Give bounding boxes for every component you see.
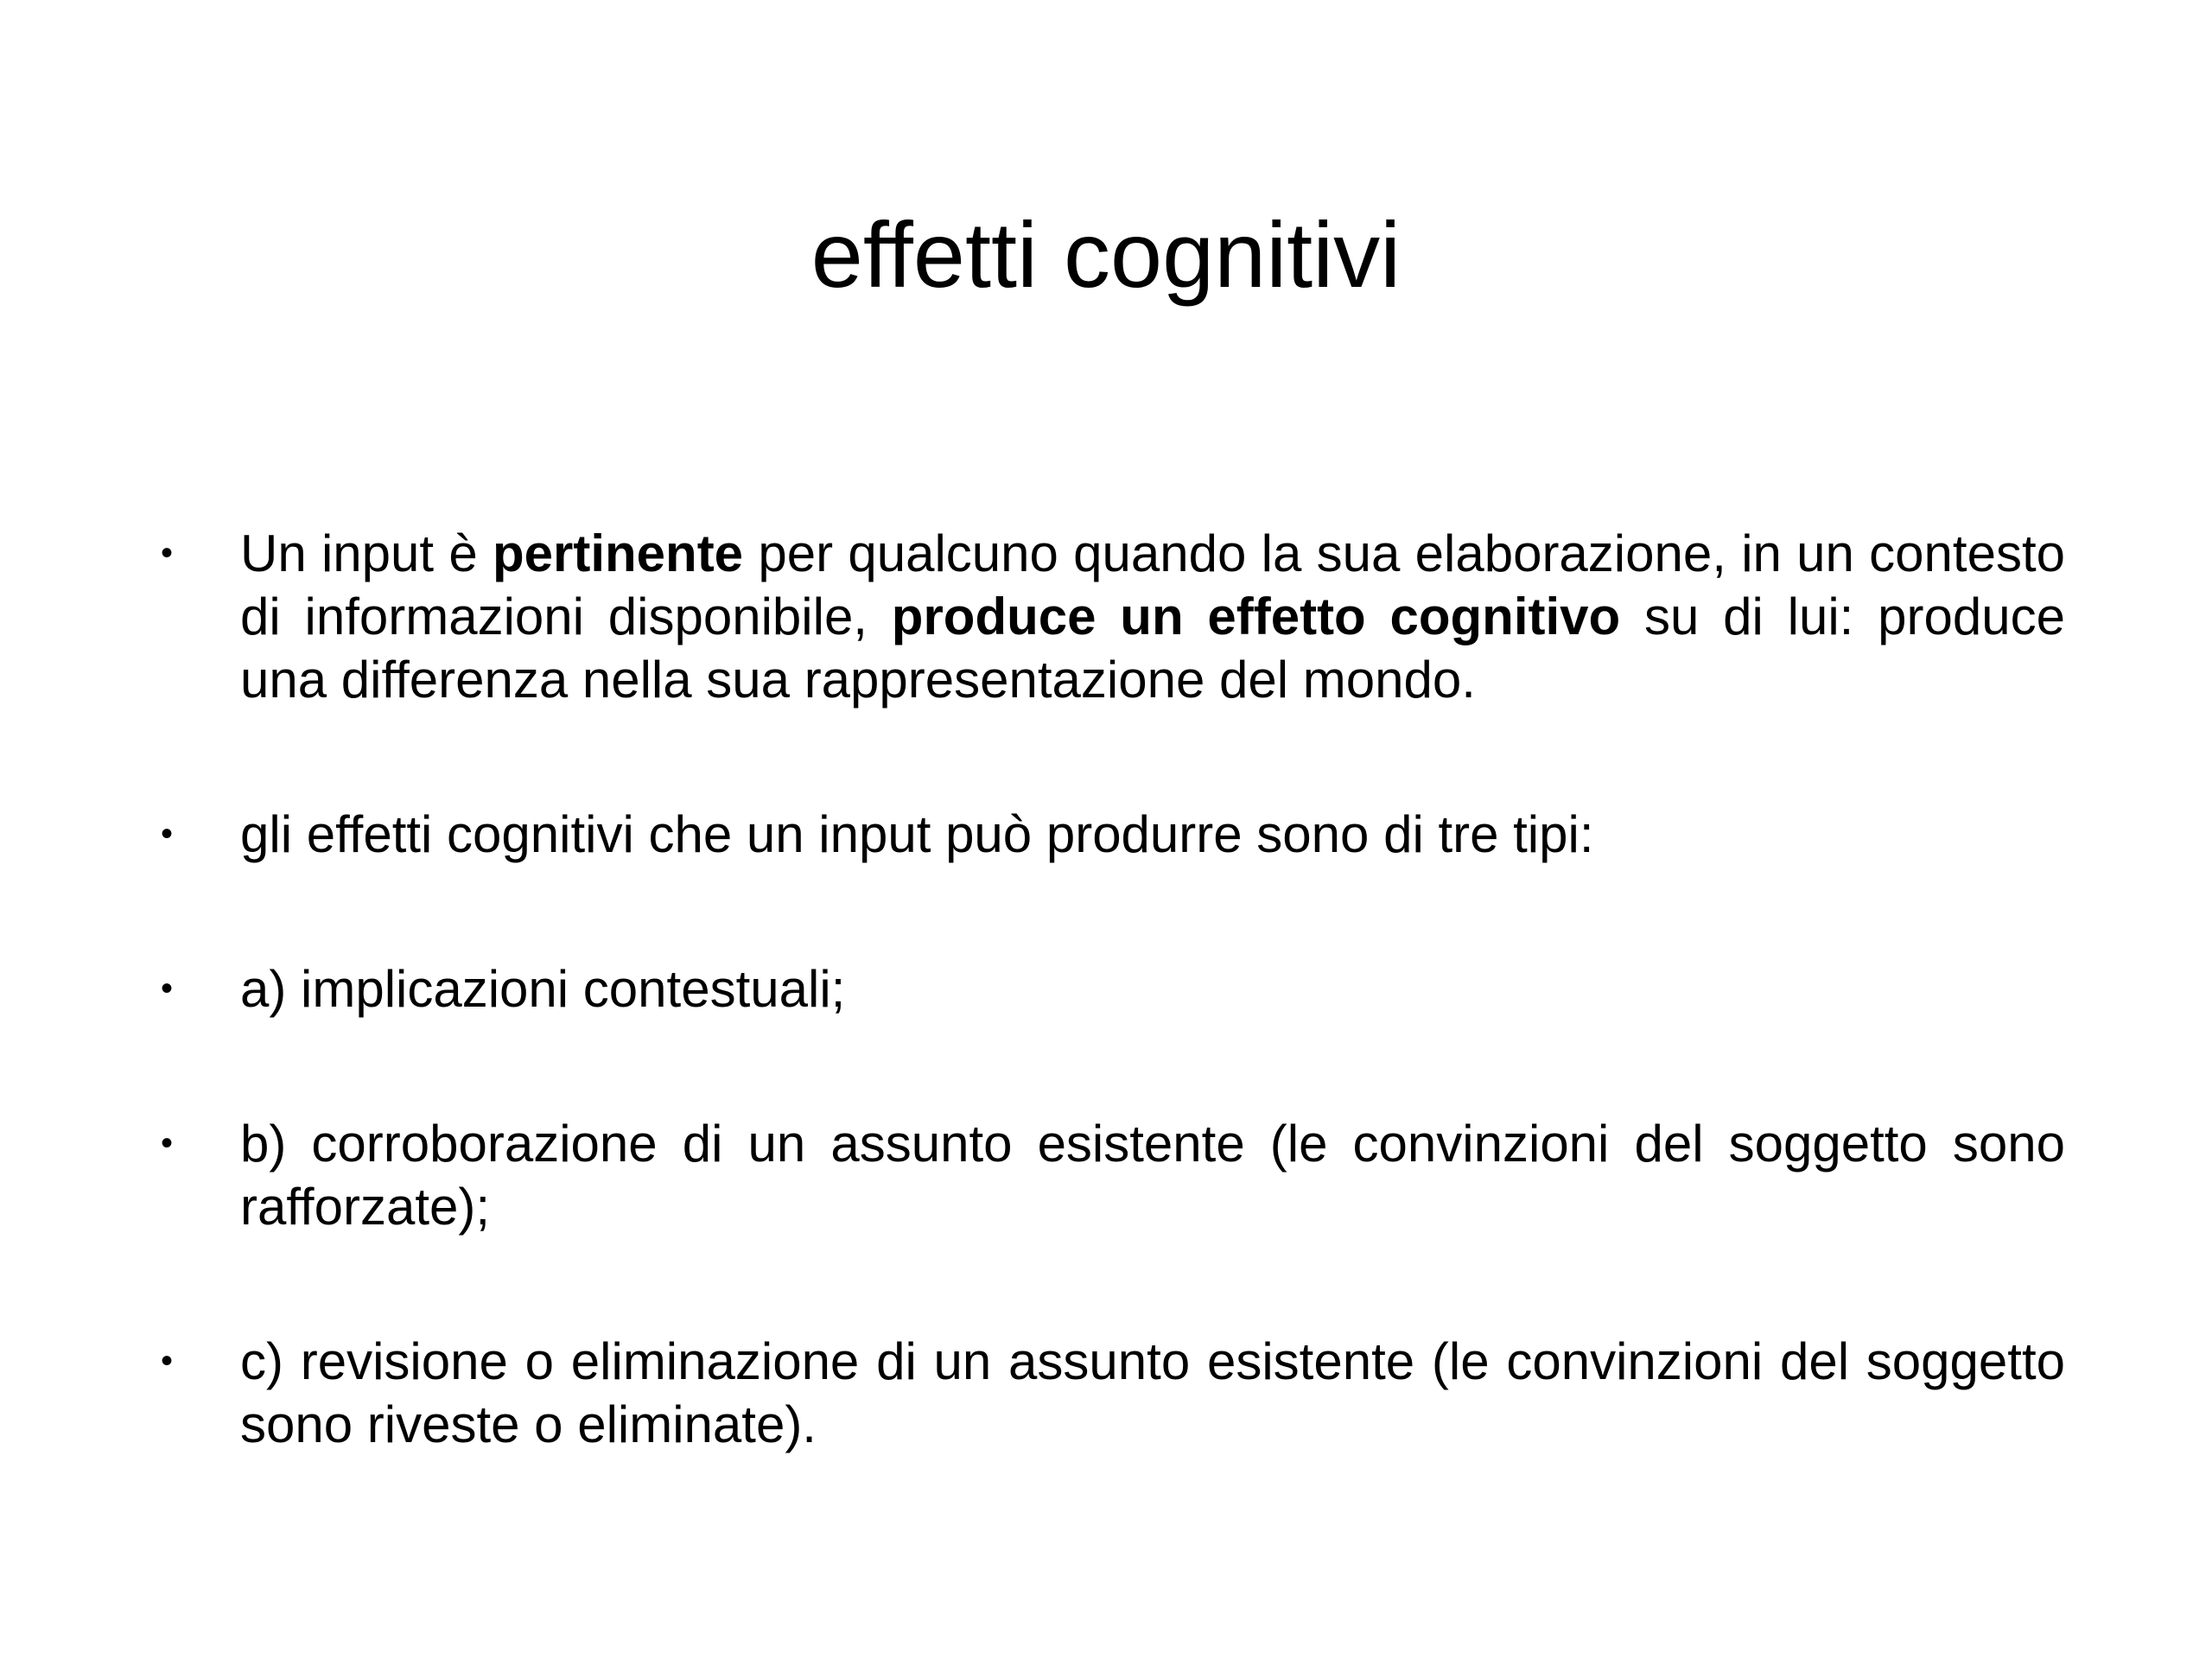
bullet-icon: • [161,534,174,572]
text-segment: a) implicazioni contestuali; [240,960,846,1018]
slide-title: effetti cognitivi [810,202,1402,307]
text-segment: per qualcuno quando la sua elaborazione, in un contesto di informazioni disponibile, [240,524,2065,645]
bullet-icon: • [161,1342,174,1380]
bullet-icon: • [161,969,174,1007]
bold-term-pertinente: pertinente [493,524,744,582]
bullet-icon: • [161,815,174,853]
bold-term-effetto-cognitivo: produce un effetto cognitivo [891,588,1621,645]
bullet-text [240,522,2065,711]
text-segment: c) revisione o eliminazione di un assunto esistente (le convinzioni del soggetto sono riveste o eliminate). [240,1332,2065,1453]
bullet-text [240,1330,2065,1456]
bullet-icon: • [161,1124,174,1162]
bullet-text [240,957,2065,1020]
text-segment: su di lui: produce una differenza nella sua rappresentazione del mondo. [240,588,2065,709]
text-segment: b) corroborazione di un assunto esistente (le convinzioni del soggetto sono rafforzate); [240,1115,2065,1236]
text-segment: gli effetti cognitivi che un input può produrre sono di tre tipi: [240,805,1594,863]
bullet-text [240,1112,2065,1238]
text-segment: Un input è [240,524,493,582]
bullet-text [240,803,2065,866]
